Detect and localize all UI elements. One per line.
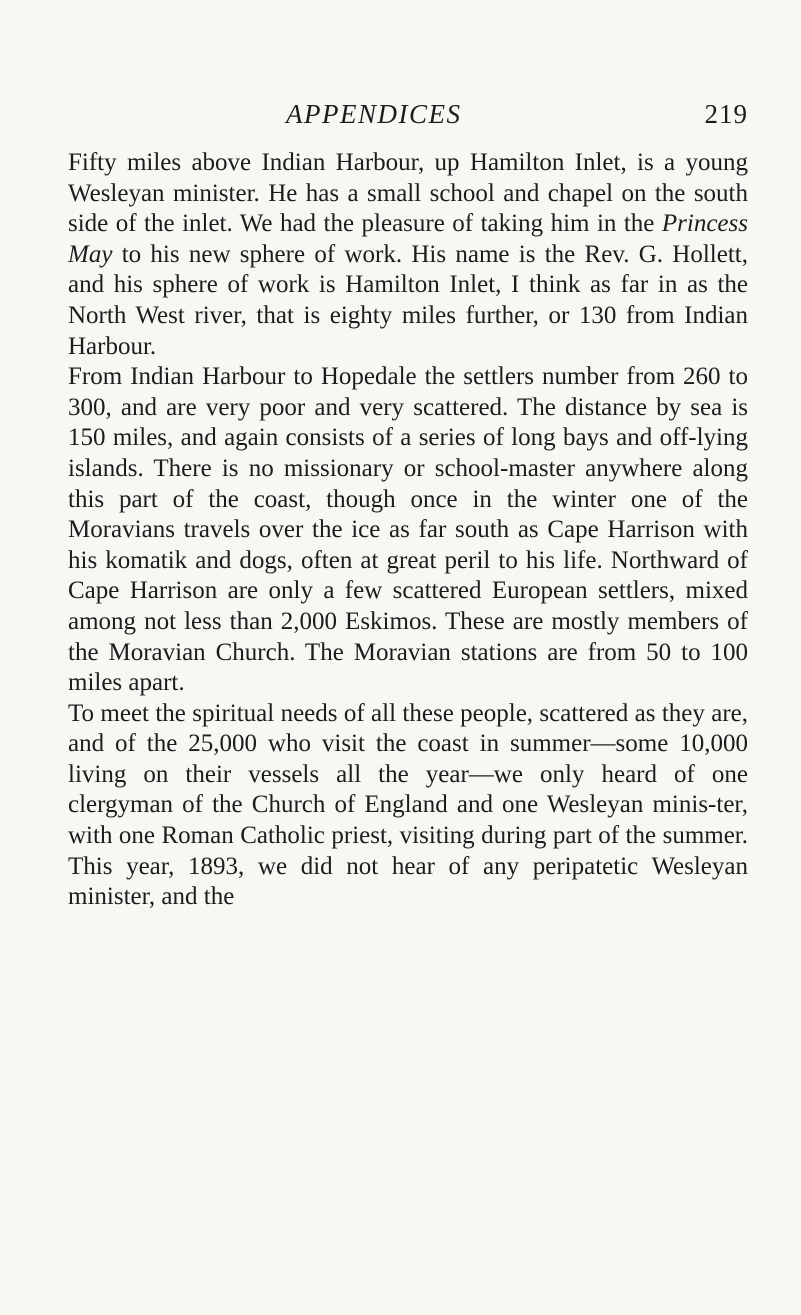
section-title: APPENDICES [286, 99, 462, 129]
ship-name: Princess May [68, 210, 748, 268]
paragraph-spiritual-needs: To meet the spiritual needs of all these people, scattered as they are, and of the 25,000 who visit the coast in summer—some 10,000 living on their vessels all the year—we only heard of one clergyman of the Church of England and one Wesleyan minis-ter, with one Roman Catholic priest, visiting during part of the summer. This year, 1893, we did not hear of any peripatetic Wesleyan minister, and the [68, 699, 748, 911]
running-head [68, 97, 748, 137]
paragraph-hamilton-inlet [68, 148, 748, 362]
paragraph-1-text-start: Fifty miles above Indian Harbour, up Hamilton Inlet, is a young Wesleyan minister. He has a small school and chapel on the south side of the inlet. We had the pleasure of taking him in the [68, 149, 748, 238]
paragraph-1-text-end: to his new sphere of work. His name is the Rev. G. Hollett, and his sphere of work is Hamilton Inlet, I think as far in as the North West river, that is eighty miles further, or 130 from Indian Harbour. [68, 240, 748, 360]
page-number: 219 [704, 99, 748, 129]
body-text [68, 148, 748, 913]
paragraph-hopedale-settlers: From Indian Harbour to Hopedale the settlers number from 260 to 300, and are very poor and very scattered. The distance by sea is 150 miles, and again consists of a series of long bays and off-lying islands. There is no missionary or school-master anywhere along this part of the coast, though once in the winter one of the Moravians travels over the ice as far south as Cape Harrison with his komatik and dogs, often at great peril to his life. Northward of Cape Harrison are only a few scattered European settlers, mixed among not less than 2,000 Eskimos. These are mostly members of the Moravian Church. The Moravian stations are from 50 to 100 miles apart. [68, 363, 748, 697]
